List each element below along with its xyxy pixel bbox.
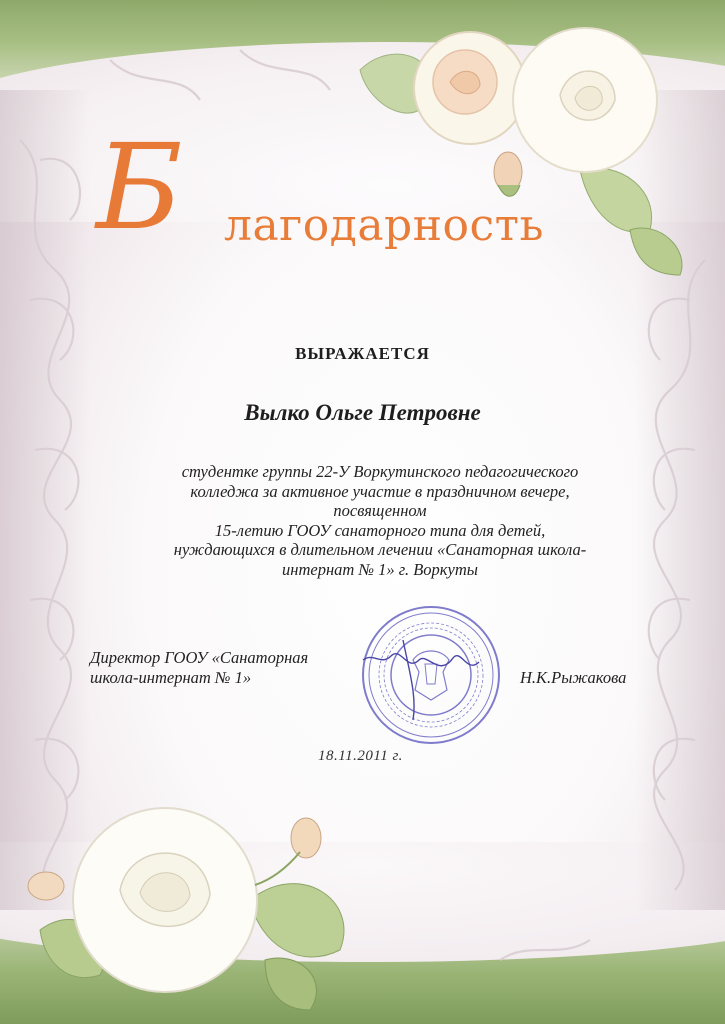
director-line: Директор ГООУ «Санаторная <box>90 648 309 667</box>
body-line: посвященном <box>333 501 427 520</box>
recipient-name: Вылко Ольге Петровне <box>244 400 481 425</box>
director-line: школа-интернат № 1» <box>90 668 252 687</box>
white-rose-icon <box>28 808 344 1010</box>
body-line: колледжа за активное участие в праздничном вечере, <box>190 481 570 501</box>
certificate-date: 18.11.2011 г. <box>318 748 403 764</box>
round-seal-icon <box>343 600 503 750</box>
signature-icon <box>363 640 479 720</box>
body-line: 15-летию ГООУ санаторного типа для детей, <box>214 520 546 540</box>
expresses-label: ВЫРАЖАЕТСЯ <box>295 344 430 363</box>
body-line: студентке группы 22-У Воркутинского педагогического <box>181 462 579 481</box>
title-initial: Б <box>96 118 183 256</box>
director-title <box>90 648 308 688</box>
body-line: нуждающихся в длительном лечении «Санаторная школа- <box>173 540 587 559</box>
title-rest: лагодарность <box>224 200 544 251</box>
certificate-body <box>95 462 665 579</box>
signer-name: Н.К.Рыжакова <box>520 668 627 687</box>
certificate-title <box>96 118 616 268</box>
body-line: интернат № 1» г. Воркуты <box>282 559 478 579</box>
